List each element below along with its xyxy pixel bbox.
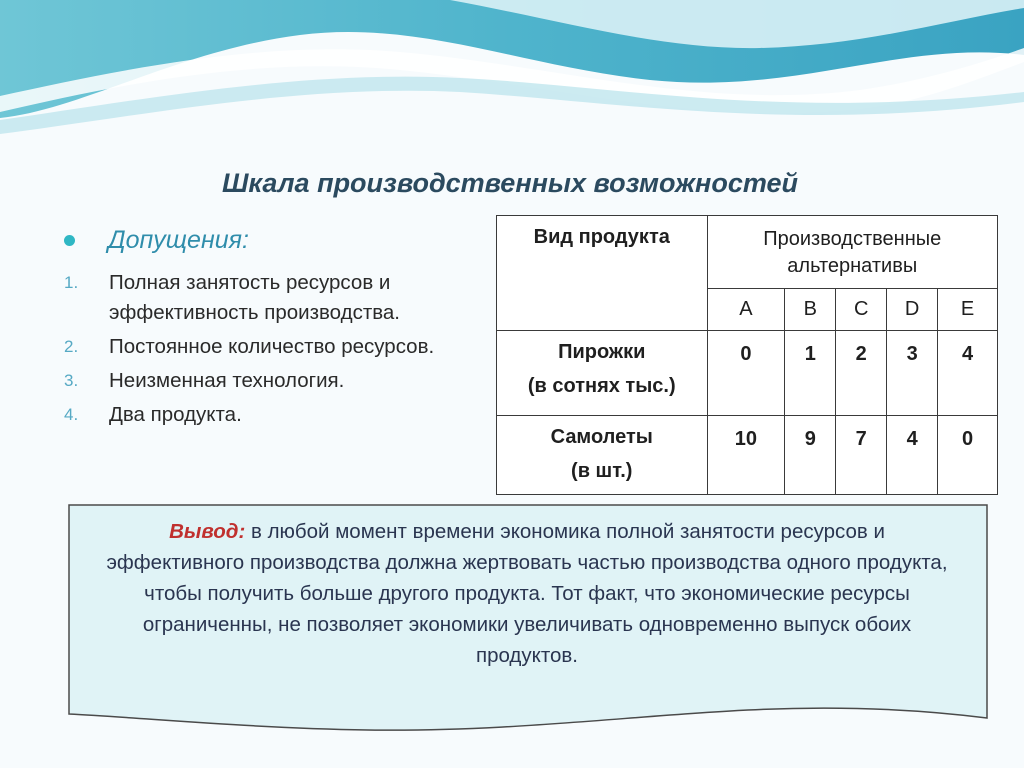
assumption-list xyxy=(64,268,484,434)
conclusion-label: Вывод: xyxy=(169,520,246,543)
product-name: Пирожки xyxy=(558,341,646,363)
conclusion-body: в любой момент времени экономика полной занятости ресурсов и эффективного производства должна жертвовать частью производства одного продукта, чтобы получить больше другого продукта. Тот факт, что экономические ресурсы ограниченны, не позволяет экономики увеличивать одновременно выпуск обоих продуктов. xyxy=(106,520,948,667)
alt-letter: E xyxy=(938,289,998,331)
table-cell: 1 xyxy=(785,331,836,416)
bullet-dot-icon xyxy=(64,235,75,246)
table-cell: 10 xyxy=(707,416,785,495)
list-number: 1. xyxy=(64,273,79,292)
header-alternatives: Производственные альтернативы xyxy=(707,216,998,289)
alternatives-table xyxy=(496,215,998,495)
list-text: Постоянное количество ресурсов. xyxy=(109,335,435,358)
alt-letter: B xyxy=(785,289,836,331)
table-cell: 4 xyxy=(887,416,938,495)
header-product: Вид продукта xyxy=(497,216,708,331)
table-cell: 0 xyxy=(707,331,785,416)
list-item xyxy=(64,332,484,362)
table-cell: 7 xyxy=(836,416,887,495)
alt-letter: D xyxy=(887,289,938,331)
assumptions-heading xyxy=(64,226,249,255)
table-row xyxy=(497,331,998,416)
row-product xyxy=(497,331,708,416)
row-product xyxy=(497,416,708,495)
alt-letter: A xyxy=(707,289,785,331)
table-cell: 0 xyxy=(938,416,998,495)
conclusion-text xyxy=(102,516,952,671)
list-number: 4. xyxy=(64,405,79,424)
assumptions-title: Допущения: xyxy=(108,226,249,254)
table-cell: 4 xyxy=(938,331,998,416)
list-item xyxy=(64,400,484,430)
list-item xyxy=(64,366,484,396)
table-cell: 2 xyxy=(836,331,887,416)
product-name: Самолеты xyxy=(550,426,653,448)
conclusion-box xyxy=(68,504,988,734)
list-text: Два продукта. xyxy=(109,403,242,426)
product-unit: (в шт.) xyxy=(571,460,633,482)
list-number: 3. xyxy=(64,371,79,390)
list-text: Неизменная технология. xyxy=(109,369,345,392)
list-number: 2. xyxy=(64,337,79,356)
alt-letter: C xyxy=(836,289,887,331)
slide-title: Шкала производственных возможностей xyxy=(221,168,799,198)
list-text: Полная занятость ресурсов и эффективность производства. xyxy=(109,271,400,324)
table-row xyxy=(497,416,998,495)
table-cell: 9 xyxy=(785,416,836,495)
product-unit: (в сотнях тыс.) xyxy=(527,375,676,397)
table-cell: 3 xyxy=(887,331,938,416)
list-item xyxy=(64,268,484,328)
